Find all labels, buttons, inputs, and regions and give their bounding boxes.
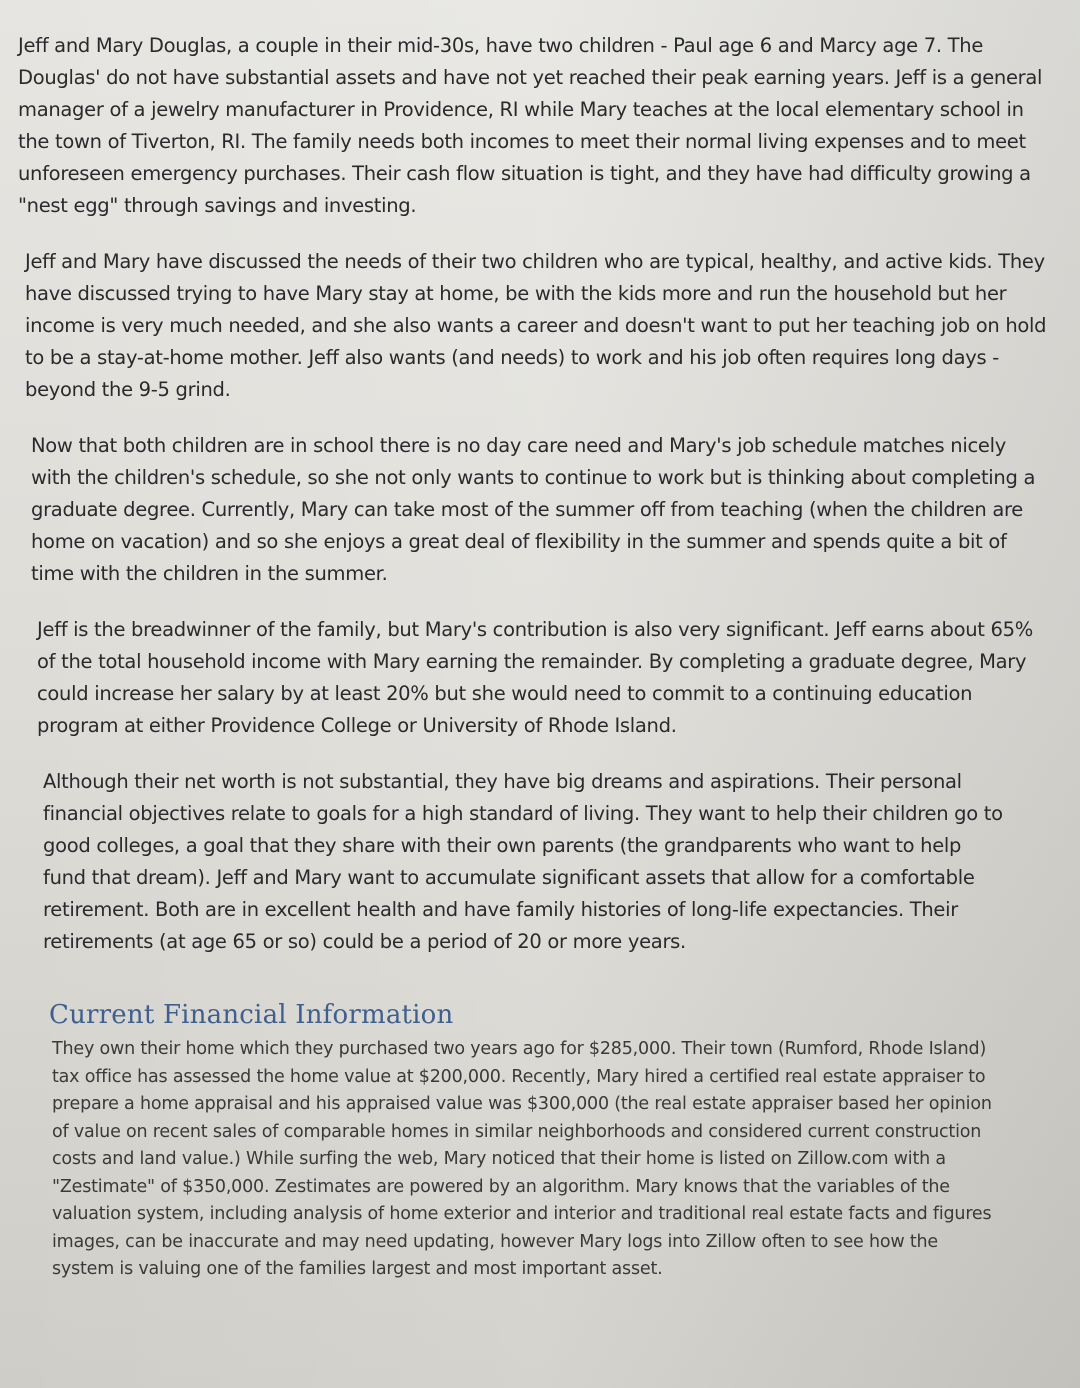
paragraph-school-schedule: Now that both children are in school there is no day care need and Mary's job schedule matches nicely with the children's schedule, so she not only wants to continue to work but is thinking about completing a graduate degree. Currently, Mary can take most of the summer off from teaching (when the children are home on vacation) and so she enjoys a great deal of flexibility in the summer and spends quite a bit of time with the children in the summer. [31, 434, 1036, 585]
paragraph-intro: Jeff and Mary Douglas, a couple in their mid-30s, have two children - Paul age 6 and Marcy age 7. The Douglas' do not have substantial assets and have not yet reached their peak earning years. Jeff is a general manager of a jewelry manufacturer in Providence, RI while Mary teaches at the local elementary school in the town of Tiverton, RI. The family needs both incomes to meet their normal living expenses and to meet unforeseen emergency purchases. Their cash flow situation is tight, and they have had difficulty growing a "nest egg" through savings and investing. [18, 34, 1043, 217]
paragraph-children-needs: Jeff and Mary have discussed the needs of their two children who are typical, healthy, and active kids. They have discussed trying to have Mary stay at home, be with the kids more and run the household but her income is very much needed, and she also wants a career and doesn't want to put her teaching job on hold to be a stay-at-home mother. Jeff also wants (and needs) to work and his job often requires long days - beyond the 9-5 grind. [25, 250, 1047, 401]
paragraph-financial-info: They own their home which they purchased two years ago for $285,000. Their town (Rumford, Rhode Island) tax office has assessed the home value at $200,000. Recently, Mary hired a certified real estate appraiser to prepare a home appraisal and his appraised value was $300,000 (the real estate appraiser based her opinion of value on recent sales of comparable homes in similar neighborhoods and considered current construction costs and land value.) While surfing the web, Mary noticed that their home is listed on Zillow.com with a "Zestimate" of $350,000. Zestimates are powered by an algorithm. Mary knows that the variables of the valuation system, including analysis of home exterior and interior and traditional real estate facts and figures images, can be inaccurate and may need updating, however Mary logs into Zillow often to see how the system is valuing one of the families largest and most important asset. [52, 1039, 992, 1279]
section-heading: Current Financial Information [49, 1000, 454, 1030]
paragraph-goals: Although their net worth is not substantial, they have big dreams and aspirations. Their personal financial objectives relate to goals for a high standard of living. They want to help their children go to good colleges, a goal that they share with their own parents (the grandparents who want to help fund that dream). Jeff and Mary want to accumulate significant assets that allow for a comfortable retirement. Both are in excellent health and have family histories of long-life expectancies. Their retirements (at age 65 or so) could be a period of 20 or more years. [43, 770, 1003, 953]
paragraph-income-split: Jeff is the breadwinner of the family, but Mary's contribution is also very significant. Jeff earns about 65% of the total household income with Mary earning the remainder. By completing a graduate degree, Mary could increase her salary by at least 20% but she would need to commit to a continuing education program at either Providence College or University of Rhode Island. [37, 618, 1033, 737]
